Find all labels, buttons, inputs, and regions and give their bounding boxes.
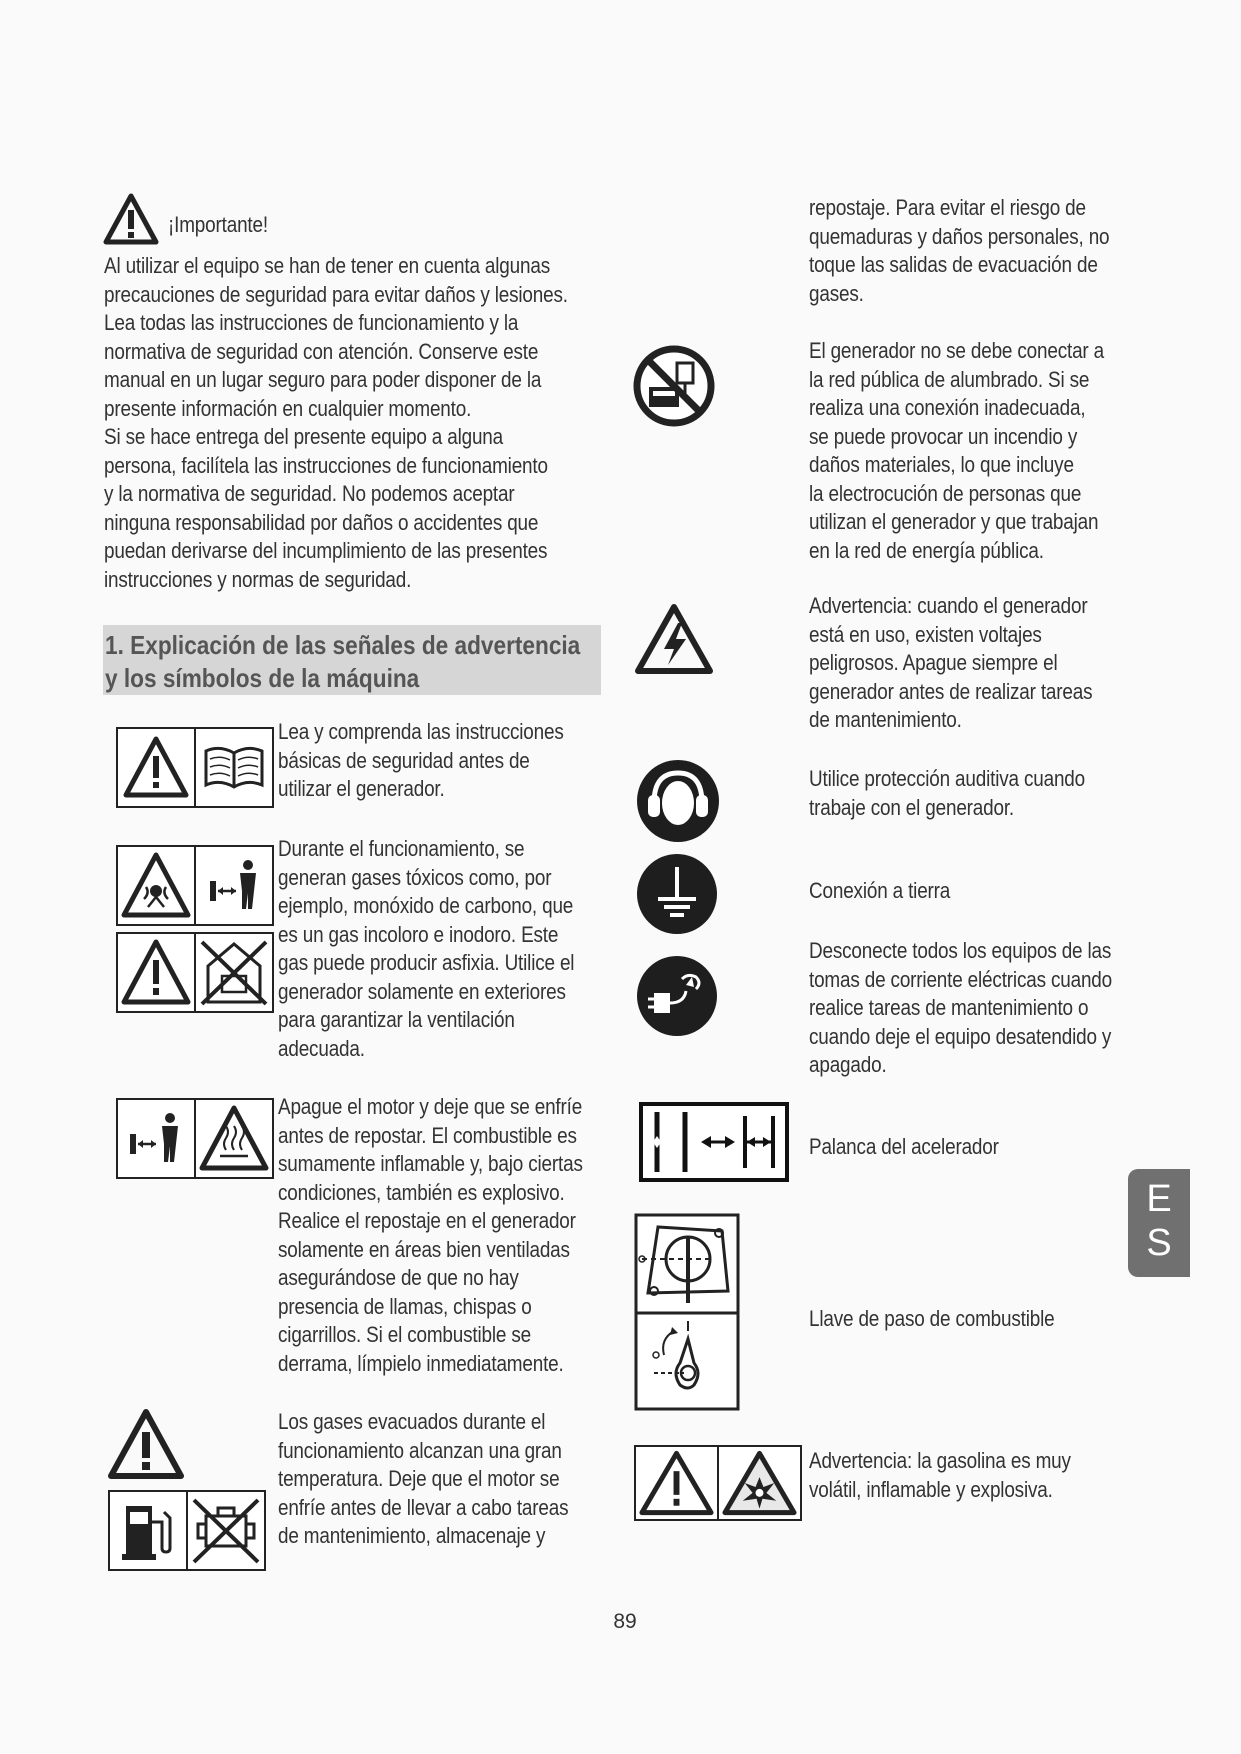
item-explosive-text: Advertencia: la gasolina es muy volátil, inflamable y explosiva. [809, 1448, 1071, 1502]
explosive-icon [719, 1447, 800, 1519]
language-tab [1128, 1169, 1190, 1277]
important-title: ¡Importante! [168, 212, 268, 237]
symbol-explosive [634, 1445, 802, 1521]
item-exhaust-hot-text: Los gases evacuados durante el funcionamiento alcanzan una gran temperatura. Deje que el motor se enfríe antes de llevar a cabo tareas de mantenimiento, almacenaje y [278, 1409, 569, 1548]
section-heading: 1. Explicación de las señales de advertencia y los símbolos de la máquina [103, 625, 601, 695]
item-voltage-text: Advertencia: cuando el generador está en uso, existen voltajes peligrosos. Apague siempre el generador antes de realizar tareas de mantenimiento. [809, 593, 1093, 732]
important-text: Al utilizar el equipo se han de tener en cuenta algunas precauciones de seguridad para evitar daños y lesiones. Lea todas las instrucciones de funcionamiento y la normativa de seguridad con atención. Conserve este manual en un lugar seguro para poder disponer de la presente información en cualquier momento. Si se hace entrega del presente equipo a alguna persona, facilítela las instrucciones de funcionamiento y la normativa de seguridad. No podemos aceptar ninguna responsabilidad por daños o accidentes que puedan derivarse del incumplimiento de las presentes instrucciones y normas de seguridad. [104, 253, 568, 592]
no-grid-connection-icon [631, 343, 717, 429]
warning-triangle-icon [103, 193, 159, 245]
fuel-valve-icon [634, 1213, 740, 1411]
distance-icon [196, 847, 272, 924]
symbol-toxic-gas [116, 845, 274, 926]
item-throttle-text: Palanca del acelerador [809, 1134, 999, 1159]
item-exhaust-hot-continued: repostaje. Para evitar el riesgo de quemaduras y daños personales, no toque las salidas de evacuación de gases. [809, 195, 1110, 306]
item-ear-protection-text: Utilice protección auditiva cuando trabaje con el generador. [809, 766, 1086, 820]
warning-triangle-icon [118, 934, 194, 1011]
ground-icon [636, 853, 718, 935]
item-no-grid-text: El generador no se debe conectar a la red pública de alumbrado. Si se realiza una conexión inadecuada, se puede provocar un incendio y daños materiales, lo que incluye la electrocución de personas que utilizan el generador y que trabajan en la red de energía pública. [809, 338, 1104, 563]
symbol-refuel-hot [116, 1098, 274, 1179]
item-toxic-gas-text: Durante el funcionamiento, se generan gases tóxicos como, por ejemplo, monóxido de carbono, que es un gas incoloro e inodoro. Este gas puede producir asfixia. Utilice el generador solamente en exteriores para garantizar la ventilación adecuada. [278, 836, 575, 1061]
symbol-read-manual [116, 727, 274, 808]
warning-triangle-icon [118, 729, 194, 806]
item-unplug-text: Desconecte todos los equipos de las tomas de corriente eléctricas cuando realice tareas de mantenimiento o cuando deje el equipo desatendido y apagado. [809, 938, 1113, 1077]
item-read-manual-text: Lea y comprenda las instrucciones básicas de seguridad antes de utilizar el generador. [278, 719, 564, 801]
symbol-no-fuel-engine [108, 1490, 266, 1571]
no-engine-icon [188, 1492, 264, 1569]
language-tab-letter: E [1146, 1178, 1172, 1220]
unplug-icon [636, 955, 718, 1037]
no-indoor-use-icon [196, 934, 272, 1011]
language-tab-letter: S [1146, 1222, 1172, 1264]
distance-icon [118, 1100, 194, 1177]
page-number: 89 [613, 1610, 637, 1633]
item-refuel-text: Apague el motor y deje que se enfríe antes de repostar. El combustible es sumamente inflamable y, bajo ciertas condiciones, también es explosivo. Realice el repostaje en el generador solamente en áreas bien ventiladas asegurándose de que no hay presencia de llamas, chispas o cigarrillos. Si el combustible se derrama, límpielo inmediatamente. [278, 1094, 583, 1376]
item-fuel-valve-text: Llave de paso de combustible [809, 1306, 1055, 1331]
item-ground-text: Conexión a tierra [809, 878, 951, 903]
symbol-no-indoor-use [116, 932, 274, 1013]
throttle-lever-icon [639, 1102, 789, 1182]
electric-shock-icon [634, 603, 714, 675]
warning-triangle-icon [636, 1447, 717, 1519]
toxic-gas-warning-icon [118, 847, 194, 924]
hot-surface-icon [196, 1100, 272, 1177]
ear-protection-icon [636, 759, 720, 843]
fuel-pump-icon [110, 1492, 186, 1569]
warning-triangle-icon [107, 1408, 185, 1480]
manual-book-icon [196, 729, 272, 806]
